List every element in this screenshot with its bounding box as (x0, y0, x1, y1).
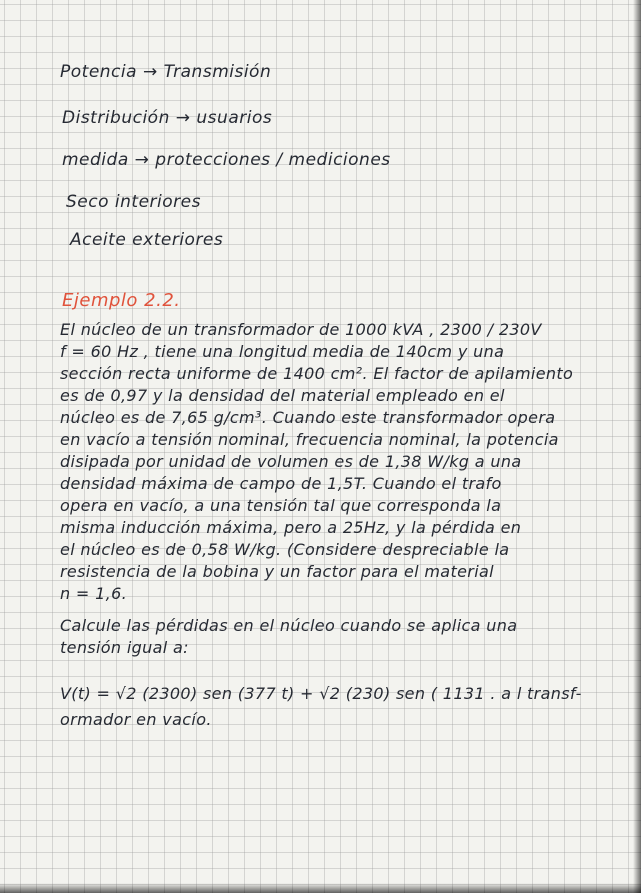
problem-line-6: en vacío a tensión nominal, frecuencia nominal, la potencia (60, 430, 559, 449)
equation-line-2: ormador en vacío. (60, 710, 212, 729)
note-line-1: Potencia → Transmisión (60, 62, 272, 82)
problem-line-10: misma inducción máxima, pero a 25Hz, y la pérdida en (60, 518, 522, 537)
problem-line-13: n = 1,6. (60, 584, 128, 603)
page-bottom-shadow (0, 883, 641, 893)
problem-line-12: resistencia de la bobina y un factor para el material (60, 562, 494, 581)
note-line-3: medida → protecciones / mediciones (62, 150, 391, 170)
note-line-5: Aceite exteriores (70, 230, 224, 250)
problem-line-3: sección recta uniforme de 1400 cm². El factor de apilamiento (60, 364, 574, 383)
page-edge-shadow (633, 0, 641, 893)
problem-line-11: el núcleo es de 0,58 W/kg. (Considere despreciable la (60, 540, 510, 559)
example-title: Ejemplo 2.2. (62, 290, 181, 311)
note-line-2: Distribución → usuarios (62, 108, 273, 128)
problem-line-7: disipada por unidad de volumen es de 1,38 W/kg a una (60, 452, 522, 471)
equation-line-1: V(t) = √2 (2300) sen (377 t) + √2 (230) sen ( 1131 . a l transf- (60, 684, 582, 703)
note-line-4: Seco interiores (66, 192, 201, 212)
problem-line-4: es de 0,97 y la densidad del material empleado en el (60, 386, 505, 405)
problem-line-5: núcleo es de 7,65 g/cm³. Cuando este transformador opera (60, 408, 556, 427)
problem-line-2: f = 60 Hz , tiene una longitud media de 140cm y una (60, 342, 505, 361)
problem-line-8: densidad máxima de campo de 1,5T. Cuando el trafo (60, 474, 502, 493)
problem-line-9: opera en vacío, a una tensión tal que corresponda la (60, 496, 502, 515)
question-line-1: Calcule las pérdidas en el núcleo cuando se aplica una (60, 616, 518, 635)
problem-line-1: El núcleo de un transformador de 1000 kVA , 2300 / 230V (60, 320, 542, 339)
question-line-2: tensión igual a: (60, 638, 189, 657)
